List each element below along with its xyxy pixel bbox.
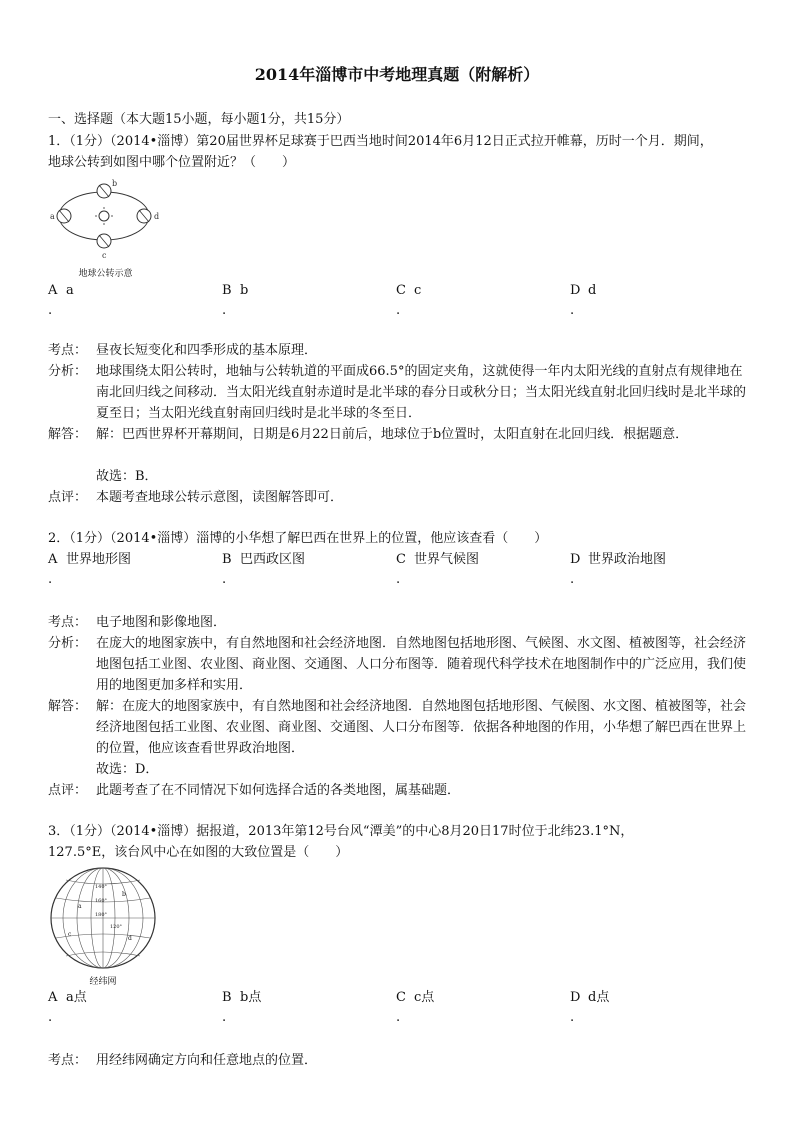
- q1-guxuan: 故选：B．: [96, 469, 158, 484]
- q1-option-d[interactable]: D d: [570, 283, 597, 298]
- q2-jieda: 解答： 解：在庞大的地图家族中，有自然地图和社会经济地图．自然地图包括地形图、气候图、水文图、植被图等，社会经济地图包括工业图、农业图、商业图、交通图、人口分布图等．依据各种地图的作用，小华想了解巴西在世界上的位置，他应该查看世界政治地图．: [48, 699, 747, 756]
- page-title: 2014年淄博市中考地理真题（附解析）: [254, 65, 540, 84]
- q2-guxuan: 故选：D．: [96, 762, 159, 777]
- q1-fenxi: 分析： 地球围绕太阳公转时，地轴与公转轨道的平面成66.5°的固定夹角，这就使得一年内太阳光线的直射点有规律地在南北回归线之间移动．当太阳光线直射赤道时是北半球的春分日或秋分日；当太阳光线直射北回归线时是北半球的夏至日；当太阳光线直射南回归线时是北半球的冬至日．: [48, 364, 747, 421]
- q2-option-d[interactable]: D 世界政治地图: [570, 552, 667, 567]
- q2-options: A 世界地形图 . B 巴西政区图 . C 世界气候图 . D 世界政治地图 .: [48, 552, 667, 587]
- q3-stem-line1: 3．（1分）（2014•淄博）据报道，2013年第12号台风“潭美”的中心8月20日17时位于北纬23.1°N，: [48, 824, 634, 839]
- q1-kaodian: 考点： 昼夜长短变化和四季形成的基本原理．: [48, 343, 318, 358]
- q3-kaodian: 考点： 用经纬网确定方向和任意地点的位置．: [48, 1053, 318, 1068]
- q2-option-a[interactable]: A 世界地形图: [48, 552, 132, 567]
- q1-options: A a . B b . C c . D d .: [48, 283, 597, 318]
- q2-dianping: 点评： 此题考查了在不同情况下如何选择合适的各类地图，属基础题．: [48, 783, 461, 798]
- q1-option-b[interactable]: B b: [222, 283, 249, 298]
- q3-fig-label-d: d: [128, 935, 132, 942]
- q3-options: A a点 . B b点 . C c点 . D d点 .: [48, 990, 610, 1025]
- q3-fig-label-c: c: [68, 931, 72, 938]
- q2-fenxi: 分析： 在庞大的地图家族中，有自然地图和社会经济地图．自然地图包括地形图、气候图、水文图、植被图等，社会经济地图包括工业图、农业图、商业图、交通图、人口分布图等．随着现代科学技术在地图制作中的广泛应用，我们使用的地图更加多样和实用．: [48, 636, 747, 693]
- q1-orbit-figure: [48, 178, 163, 278]
- q1-dianping: 点评： 本题考查地球公转示意图，读图解答即可．: [48, 490, 344, 505]
- q3-fig-label-a: a: [78, 903, 82, 910]
- q3-option-c[interactable]: C c点: [396, 990, 435, 1005]
- q1-jieda: 解答： 解：巴西世界杯开幕期间，日期是6月22日前后，地球位于b位置时，太阳直射在北回归线．根据题意．: [48, 427, 689, 442]
- q1-option-a[interactable]: A a: [48, 283, 74, 298]
- q3-fig-label-b: b: [122, 891, 126, 898]
- q3-fig-label-120: 120°: [110, 924, 123, 930]
- q3-globe-figure: [48, 866, 158, 987]
- q1-fig-label-c: c: [102, 251, 107, 260]
- q1-stem-line2: 地球公转到如图中哪个位置附近？（ ）: [48, 155, 296, 170]
- q1-figure-caption: 地球公转示意: [78, 269, 133, 279]
- q3-fig-label-140: 140°: [95, 884, 108, 890]
- orbit-diagram: [48, 178, 163, 262]
- q3-option-d[interactable]: D d点: [570, 990, 610, 1005]
- q3-fig-label-160: 160°: [95, 898, 108, 904]
- q3-stem-line2: 127.5°E，该台风中心在如图的大致位置是（ ）: [48, 845, 349, 860]
- q2-stem: 2．（1分）（2014•淄博）淄博的小华想了解巴西在世界上的位置，他应该查看（ ）: [48, 531, 548, 546]
- q2-option-c[interactable]: C 世界气候图: [396, 552, 480, 567]
- q1-stem-line1: 1．（1分）（2014•淄博）第20届世界杯足球赛于巴西当地时间2014年6月12日正式拉开帷幕，历时一个月．期间，: [48, 134, 713, 149]
- q3-figure-caption: 经纬网: [89, 977, 117, 987]
- section-heading: 一、选择题（本大题15小题，每小题1分，共15分）: [48, 112, 350, 127]
- graticule-diagram: [48, 866, 158, 970]
- q1-fig-label-d: d: [154, 212, 160, 221]
- q1-fig-label-a: a: [50, 212, 55, 221]
- q2-kaodian: 考点： 电子地图和影像地图．: [48, 615, 227, 630]
- q3-option-a[interactable]: A a点: [48, 990, 87, 1005]
- q2-option-b[interactable]: B 巴西政区图: [222, 552, 306, 567]
- q1-fig-label-b: b: [112, 179, 118, 188]
- q3-option-b[interactable]: B b点: [222, 990, 262, 1005]
- q1-option-c[interactable]: C c: [396, 283, 422, 298]
- q3-fig-label-180: 180°: [95, 912, 108, 918]
